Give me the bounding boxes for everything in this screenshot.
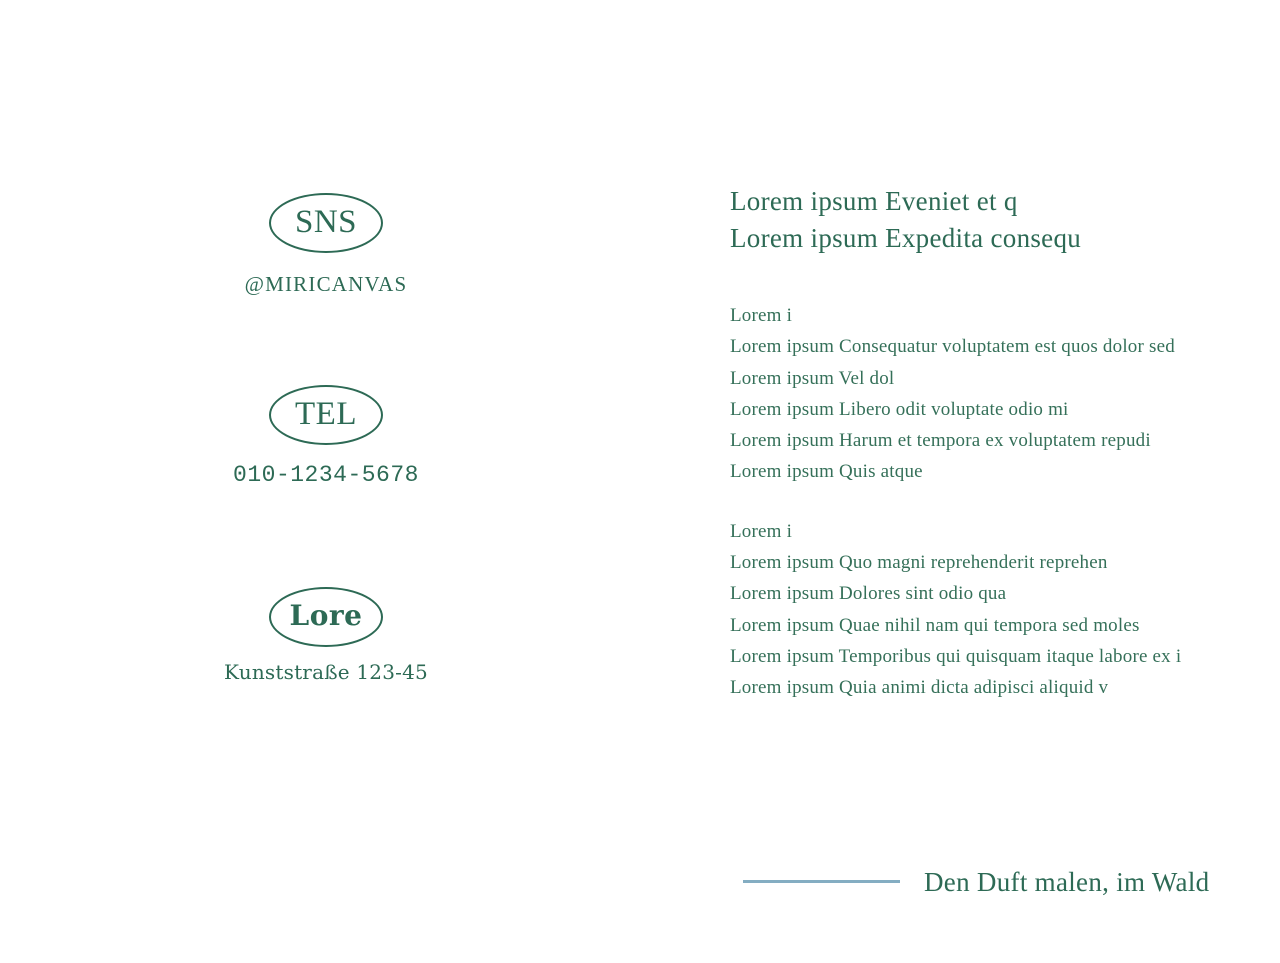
menu-item: Lorem ipsum Quia animi dicta adipisci aliquid v (730, 677, 1109, 699)
menu-item: Lorem ipsum Dolores sint odio qua (730, 583, 1007, 605)
contact-item-tel (176, 385, 476, 488)
menu-column (730, 183, 1210, 704)
menu-item: Lorem ipsum Quae nihil nam qui tempora sed moles (730, 614, 1140, 636)
menu-item: Lorem ipsum Consequatur voluptatem est quos dolor sed (730, 336, 1175, 358)
phone-number: 010-1234-5678 (233, 462, 419, 488)
sns-badge-oval (269, 193, 383, 253)
menu-item: Lorem i (730, 305, 793, 326)
menu-item: Lorem ipsum Harum et tempora ex voluptatem repudi (730, 430, 1151, 452)
contact-item-sns (176, 193, 476, 297)
menu-heading (730, 183, 1210, 257)
tagline-text: Den Duft malen, im Wald (924, 867, 1210, 897)
divider-line (743, 880, 900, 883)
address-badge-label: Lore (289, 599, 363, 632)
menu-item: Lorem ipsum Temporibus qui quisquam itaque labore ex i (730, 645, 1182, 667)
menu-item: Lorem i (730, 520, 793, 542)
sns-handle: @MIRICANVAS (244, 272, 408, 296)
menu-item: Lorem ipsum Quo magni reprehenderit reprehen (730, 552, 1108, 574)
contact-item-address (176, 587, 476, 684)
menu-item: Lorem ipsum Vel dol (730, 367, 895, 389)
menu-item: Lorem ipsum Quis atque (730, 461, 923, 483)
sns-badge-label: SNS (294, 203, 358, 240)
street-address: Kunststraße 123-45 (224, 660, 428, 684)
menu-section-2 (730, 516, 1210, 704)
menu-heading-line2: Lorem ipsum Expedita consequ (730, 223, 1082, 253)
menu-section-1 (730, 300, 1210, 488)
tel-badge-oval (269, 385, 383, 445)
tel-badge-label: TEL (295, 395, 357, 432)
address-badge-oval (269, 587, 383, 647)
menu-heading-line1: Lorem ipsum Eveniet et q (730, 186, 1018, 216)
menu-item: Lorem ipsum Libero odit voluptate odio mi (730, 398, 1069, 420)
